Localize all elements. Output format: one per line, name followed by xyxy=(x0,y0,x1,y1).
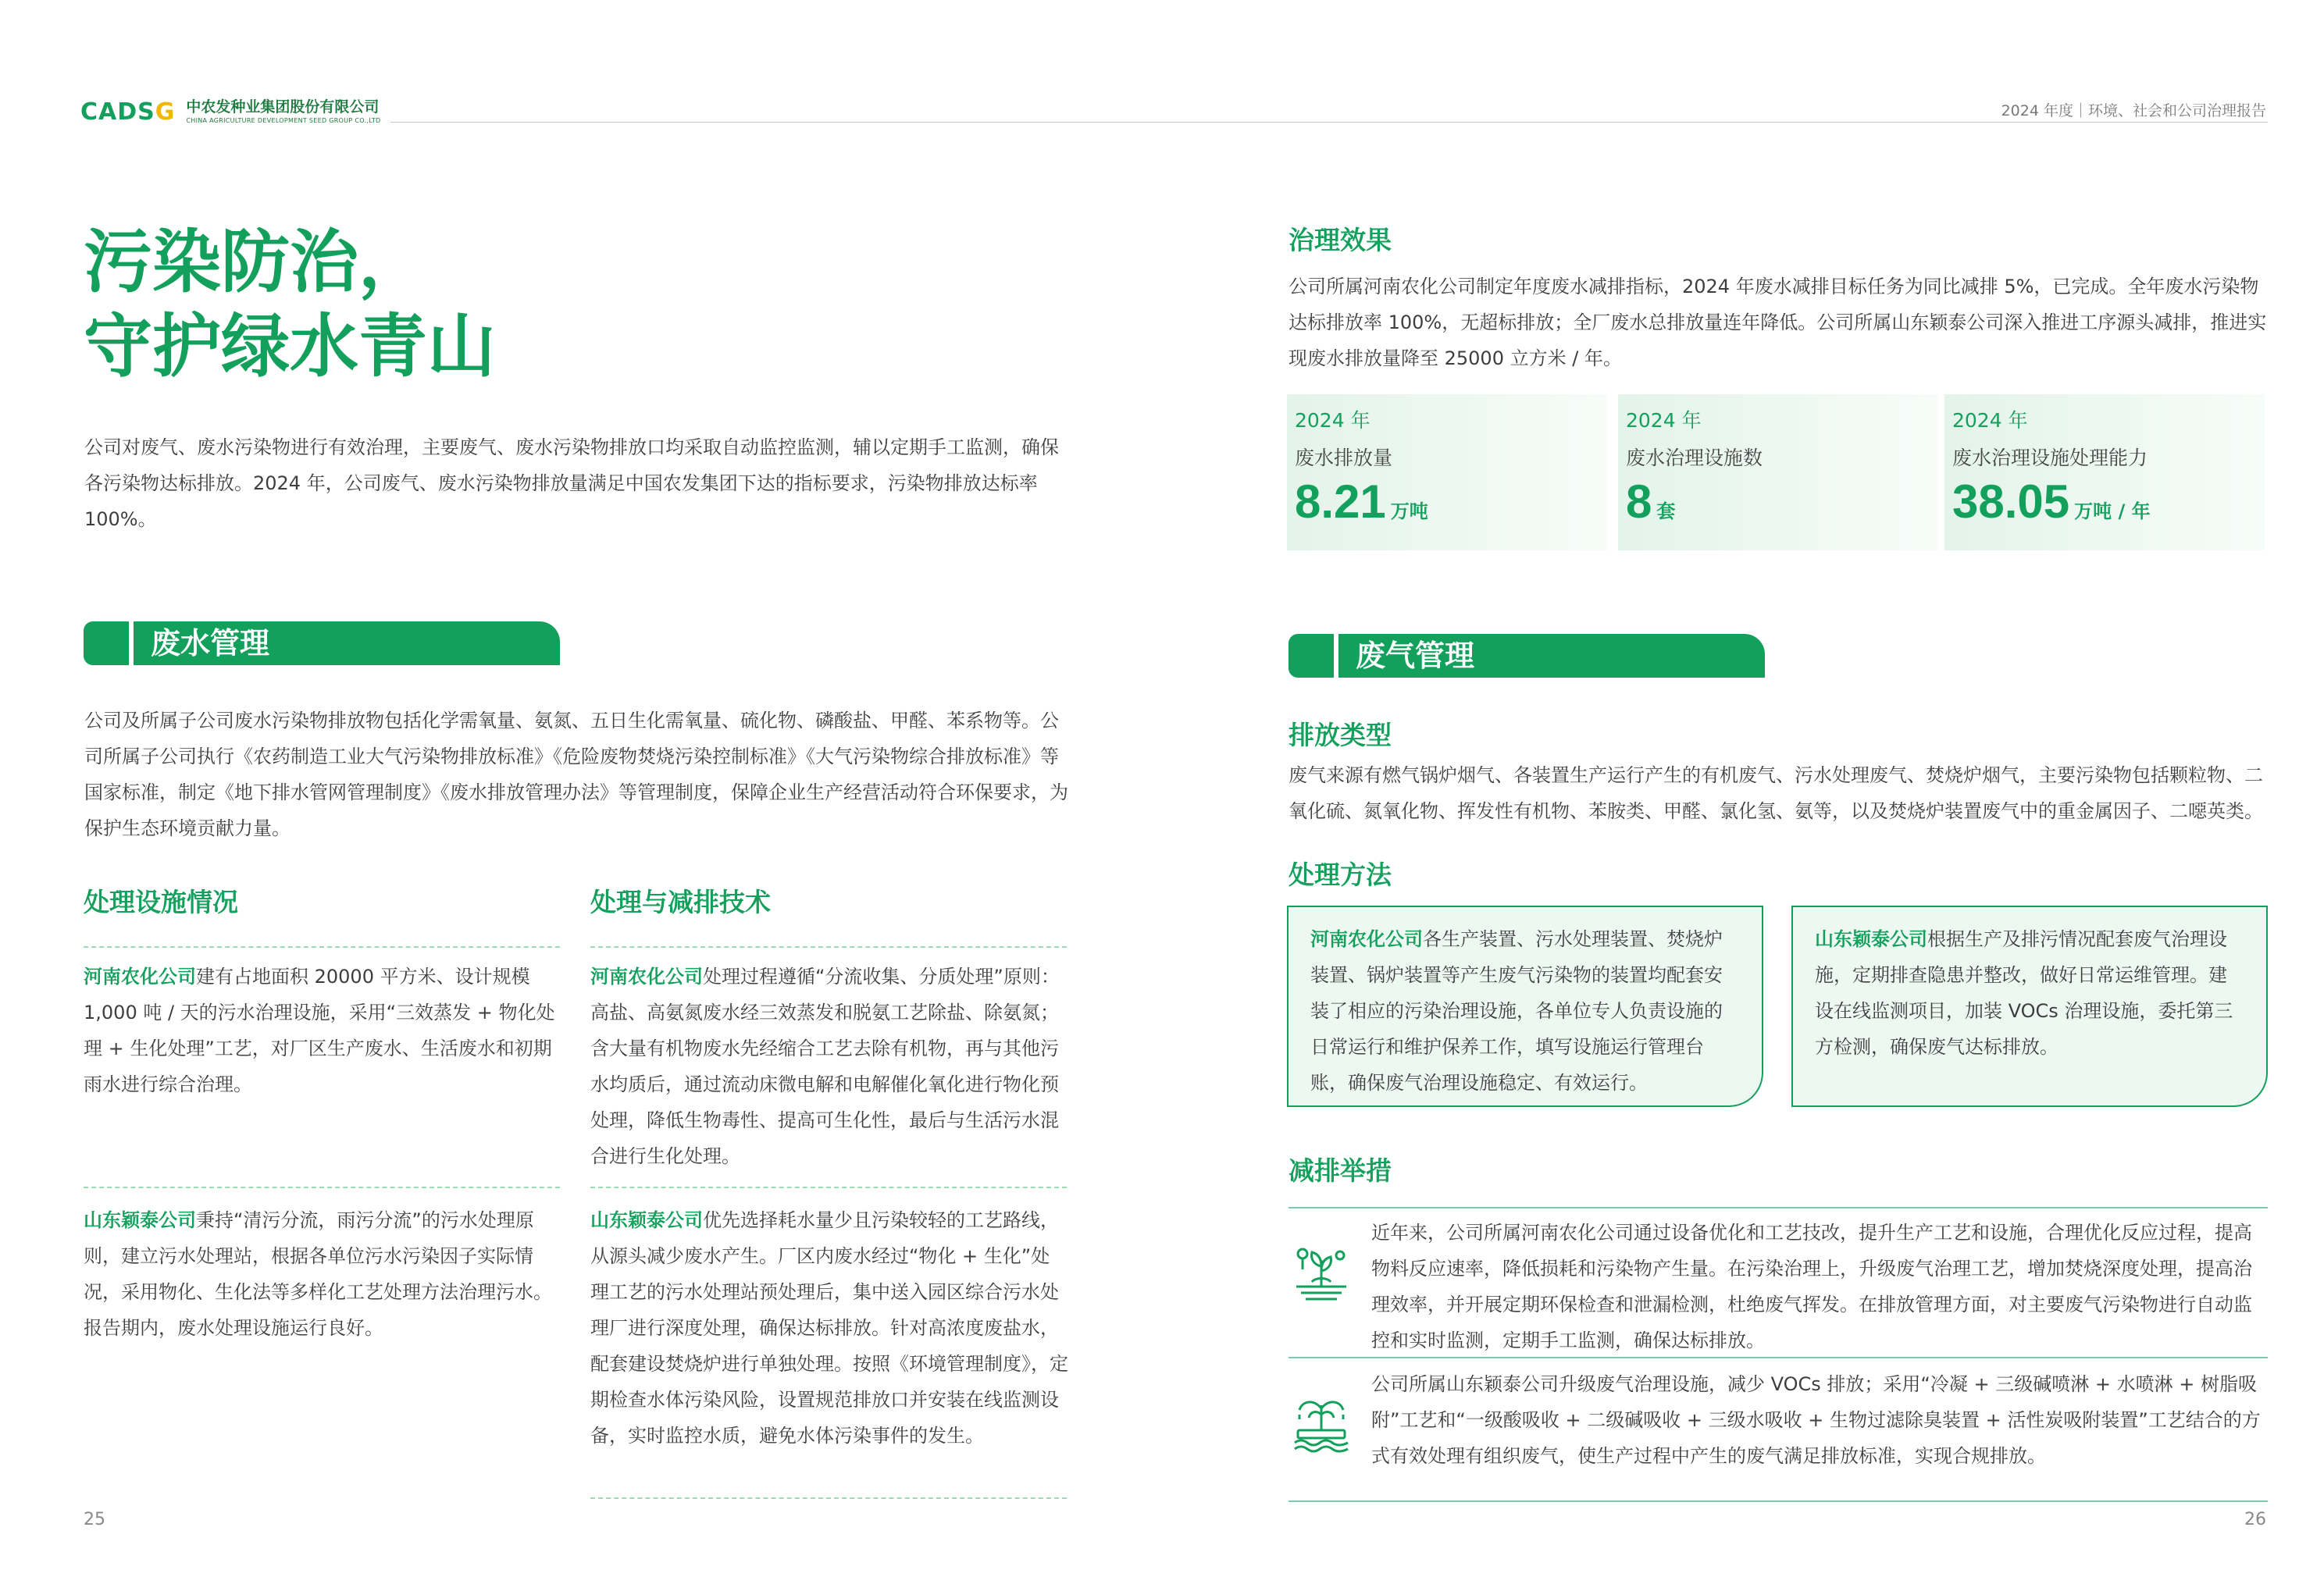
method-card: 河南农化公司各生产装置、污水处理装置、焚烧炉装置、锅炉装置等产生废气污染物的装置均配套安装了相应的污染治理设施，各单位专人负责设施的日常运行和维护保养工作，填写设施运行管理台账，确保废气治理设施稳定、有效运行。 xyxy=(1287,906,1763,1107)
effect-paragraph: 公司所属河南农化公司制定年度废水减排指标，2024 年废水减排目标任务为同比减排 5%，已完成。全年废水污染物达标排放率 100%，无超标排放；全厂废水总排放量连年降低。公司所属山东颖泰公司深入推进工序源头减排，推进实现废水排放量降至 25000 立方米 / 年。 xyxy=(1289,276,2267,369)
technology-heading: 处理与减排技术 xyxy=(590,887,771,917)
method-heading: 处理方法 xyxy=(1289,860,1392,890)
reduction-heading: 减排举措 xyxy=(1289,1155,1392,1186)
divider xyxy=(1289,1207,2268,1209)
divider xyxy=(1289,1357,2268,1358)
divider xyxy=(590,1497,1067,1499)
page-number-right: 26 xyxy=(2244,1510,2266,1529)
divider xyxy=(590,946,1067,948)
plant-growth-icon xyxy=(1290,1243,1353,1305)
page-title: 污染防治， 守护绿水青山 xyxy=(84,222,497,386)
section-header-wastewater: 废水管理 xyxy=(84,621,560,665)
logo-mark: CADSG xyxy=(80,98,176,126)
divider xyxy=(84,1187,560,1188)
facility-item: 河南农化公司建有占地面积 20000 平方米、设计规模 1,000 吨 / 天的污水治理设施，采用“三效蒸发 + 物化处理 + 生化处理”工艺，对厂区生产废水、生活废水和初期雨水进行综合治理。 xyxy=(84,966,555,1095)
method-card: 山东颖泰公司根据生产及排污情况配套废气治理设施，定期排查隐患并整改，做好日常运维管理。建设在线监测项目，加装 VOCs 治理设施，委托第三方检测，确保废气达标排放。 xyxy=(1791,906,2268,1107)
reduction-item: 公司所属山东颖泰公司升级废气治理设施，减少 VOCs 排放；采用“冷凝 + 三级碱喷淋 + 水喷淋 + 树脂吸附”工艺和“一级酸吸收 + 二级碱吸收 + 三级水吸收 + 生物过滤除臭装置 + 活性炭吸附装置”工艺结合的方式有效处理有组织废气，使生产过程中产生的废气满足排放标准，实现合规排放。 xyxy=(1371,1373,2261,1467)
page-number-left: 25 xyxy=(84,1510,105,1529)
divider xyxy=(590,1187,1067,1188)
wastewater-intro: 公司及所属子公司废水污染物排放物包括化学需氧量、氨氮、五日生化需氧量、硫化物、磷酸盐、甲醛、苯系物等。公司所属子公司执行《农药制造工业大气污染物排放标准》《危险废物焚烧污染控制标准》《大气污染物综合排放标准》等国家标准，制定《地下排水管网管理制度》《废水排放管理办法》等管理制度，保障企业生产经营活动符合环保要求，为保护生态环境贡献力量。 xyxy=(84,710,1068,839)
stat-card: 2024 年 废水治理设施处理能力 38.05 万吨 / 年 xyxy=(1944,394,2265,550)
technology-item: 河南农化公司处理过程遵循“分流收集、分质处理”原则：高盐、高氨氮废水经三效蒸发和脱氨工艺除盐、除氨氮；含大量有机物废水先经缩合工艺去除有机物，再与其他污水均质后，通过流动床微电解和电解催化氧化进行物化预处理，降低生物毒性、提高可生化性，最后与生活污水混合进行生化处理。 xyxy=(590,966,1060,1167)
report-title: 2024 年度｜环境、社会和公司治理报告 xyxy=(2001,102,2266,119)
facility-item: 山东颖泰公司秉持“清污分流，雨污分流”的污水处理原则，建立污水处理站，根据各单位污水污染因子实际情况，采用物化、生化法等多样化工艺处理方法治理污水。报告期内，废水处理设施运行良好。 xyxy=(84,1209,552,1339)
emission-paragraph: 废气来源有燃气锅炉烟气、各装置生产运行产生的有机废气、污水处理废气、焚烧炉烟气，主要污染物包括颗粒物、二氧化硫、氮氧化物、挥发性有机物、苯胺类、甲醛、氯化氢、氨等，以及焚烧炉装置废气中的重金属因子、二噁英类。 xyxy=(1289,764,2263,822)
divider xyxy=(1289,1500,2268,1502)
company-name-cn: 中农发种业集团股份有限公司 xyxy=(186,98,380,116)
section-header-exhaust: 废气管理 xyxy=(1289,634,1765,678)
facilities-heading: 处理设施情况 xyxy=(84,887,238,917)
intro-paragraph: 公司对废气、废水污染物进行有效治理，主要废气、废水污染物排放口均采取自动监控监测，辅以定期手工监测，确保各污染物达标排放。2024 年，公司废气、废水污染物排放量满足中国农发集团下达的指标要求，污染物排放达标率 100%。 xyxy=(84,436,1059,530)
header-divider xyxy=(390,122,2268,123)
stat-card: 2024 年 废水排放量 8.21 万吨 xyxy=(1287,394,1607,550)
divider xyxy=(84,946,560,948)
reduction-item: 近年来，公司所属河南农化公司通过设备优化和工艺技改，提升生产工艺和设施，合理优化反应过程，提高物料反应速率，降低损耗和污染物产生量。在污染治理上，升级废气治理工艺，增加焚烧深度处理，提高治理效率，并开展定期环保检查和泄漏检测，杜绝废气挥发。在排放管理方面，对主要废气污染物进行自动监控和实时监测，定期手工监测，确保达标排放。 xyxy=(1371,1222,2252,1351)
company-logo xyxy=(80,98,381,126)
water-fountain-icon xyxy=(1290,1391,1353,1454)
stat-card: 2024 年 废水治理设施数 8 套 xyxy=(1618,394,1938,550)
effect-heading: 治理效果 xyxy=(1289,225,1392,255)
technology-item: 山东颖泰公司优先选择耗水量少且污染较轻的工艺路线，从源头减少废水产生。厂区内废水经过“物化 + 生化”处理工艺的污水处理站预处理后，集中送入园区综合污水处理厂进行深度处理，确保达标排放。针对高浓度废盐水，配套建设焚烧炉进行单独处理。按照《环境管理制度》，定期检查水体污染风险，设置规范排放口并安装在线监测设备，实时监控水质，避免水体污染事件的发生。 xyxy=(590,1209,1068,1447)
emission-type-heading: 排放类型 xyxy=(1289,720,1392,750)
company-name-en: CHINA AGRICULTURE DEVELOPMENT SEED GROUP CO.,LTD xyxy=(186,117,381,124)
